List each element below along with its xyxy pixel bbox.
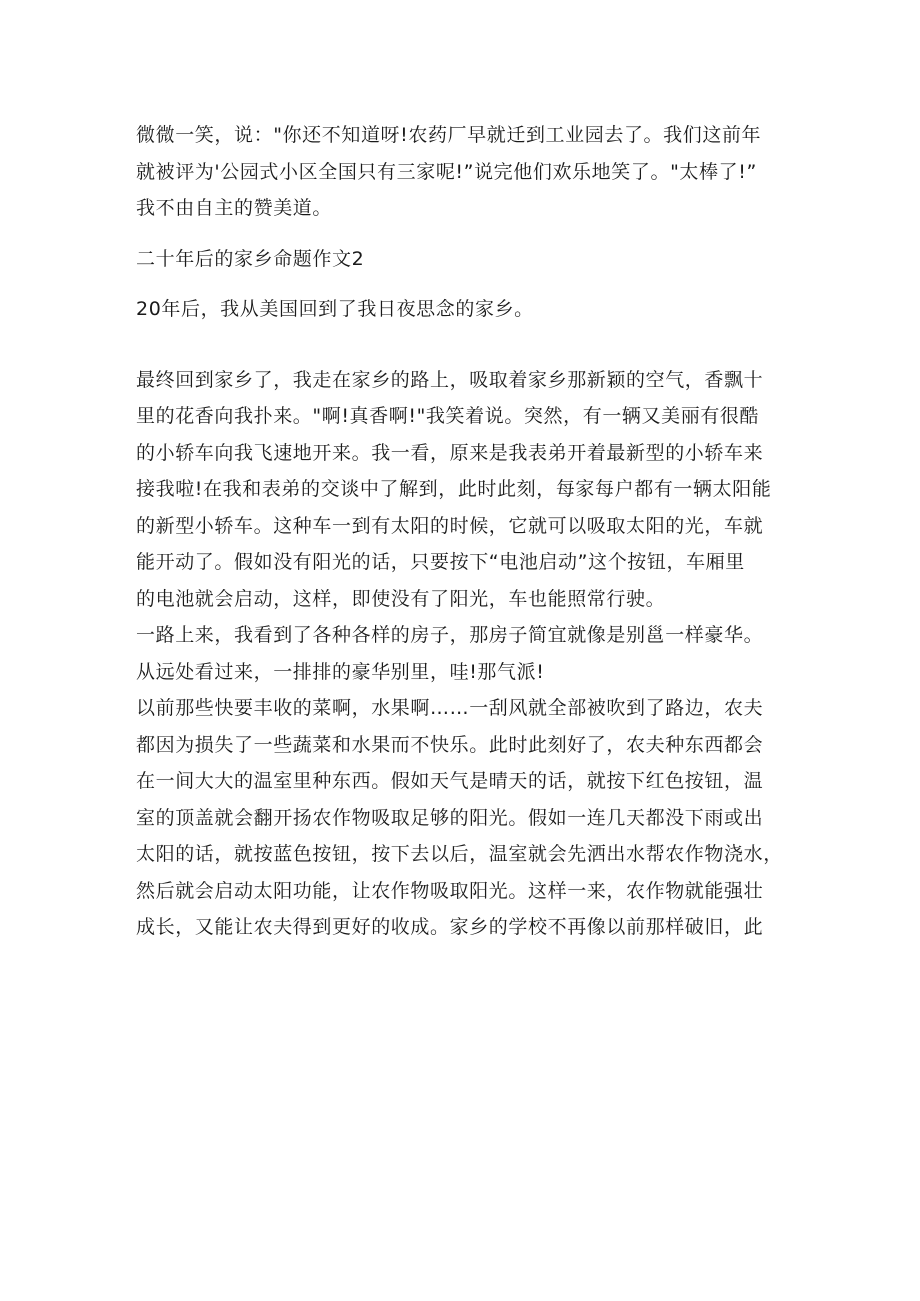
paragraph-car xyxy=(136,362,786,618)
text-line: 接我啦!在我和表弟的交谈中了解到，此时此刻，每家每户都有一辆太阳能 xyxy=(136,478,772,500)
text-line: 微微一笑，说："你还不知道呀!农药厂早就迁到工业园去了。我们这前年 xyxy=(136,124,762,146)
text-line: 的电池就会启动，这样，即使没有了阳光，车也能照常行驶。 xyxy=(136,587,666,610)
text-line: 里的花香向我扑来。"啊!真香啊!"我笑着说。突然，有一辆又美丽有很酷 xyxy=(136,405,760,427)
text-line: 在一间大大的温室里种东西。假如天气是晴天的话，就按下红色按钮，温 xyxy=(136,770,764,792)
paragraph-houses xyxy=(136,617,786,690)
title-line: 二十年后的家乡命题作文2 xyxy=(136,247,365,270)
text-line: 我不由自主的赞美道。 xyxy=(136,197,333,219)
text-line: 太阳的话，就按蓝色按钮，按下去以后，温室就会先洒出水帮农作物浇水， xyxy=(136,843,783,865)
text-line: 20年后，我从美国回到了我日夜思念的家乡。 xyxy=(136,298,534,320)
text-line: 就被评为'公园式小区全国只有三家呢!”说完他们欢乐地笑了。"太棒了!” xyxy=(136,160,757,183)
text-line: 最终回到家乡了，我走在家乡的路上，吸取着家乡那新颖的空气，香飘十 xyxy=(136,368,764,391)
text-line: 都因为损失了一些蔬菜和水果而不快乐。此时此刻好了，农夫种东西都会 xyxy=(136,733,764,756)
text-line: 以前那些快要丰收的菜啊，水果啊……一刮风就全部被吹到了路边，农夫 xyxy=(136,697,764,719)
text-line: 从远处看过来，一排排的豪华别里，哇!那气派! xyxy=(136,660,545,683)
text-line: 一路上来，我看到了各种各样的房子，那房子简宜就像是别邕一样豪华。 xyxy=(136,624,764,646)
text-line: 成长，又能让农夫得到更好的收成。家乡的学校不再像以前那样破旧，此 xyxy=(136,916,764,938)
paragraph-greenhouse xyxy=(136,690,786,946)
paragraph-intro xyxy=(136,117,786,227)
document-body xyxy=(136,117,786,946)
paragraph-return xyxy=(136,291,786,328)
text-line: 的小轿车向我飞速地开来。我一看，原来是我表弟开着最新型的小轿车来 xyxy=(136,441,764,464)
section-title xyxy=(136,241,786,278)
text-line: 的新型小轿车。这种车一到有太阳的时候，它就可以吸取太阳的光，车就 xyxy=(136,514,764,537)
text-line: 能开动了。假如没有阳光的话，只要按下“电池启动”这个按钮，车厢里 xyxy=(136,551,745,573)
text-line: 然后就会启动太阳功能，让农作物吸取阳光。这样一来，农作物就能强壮 xyxy=(136,879,764,902)
text-line: 室的顶盖就会翻开扬农作物吸取足够的阳光。假如一连几天都没下雨或出 xyxy=(136,806,764,829)
